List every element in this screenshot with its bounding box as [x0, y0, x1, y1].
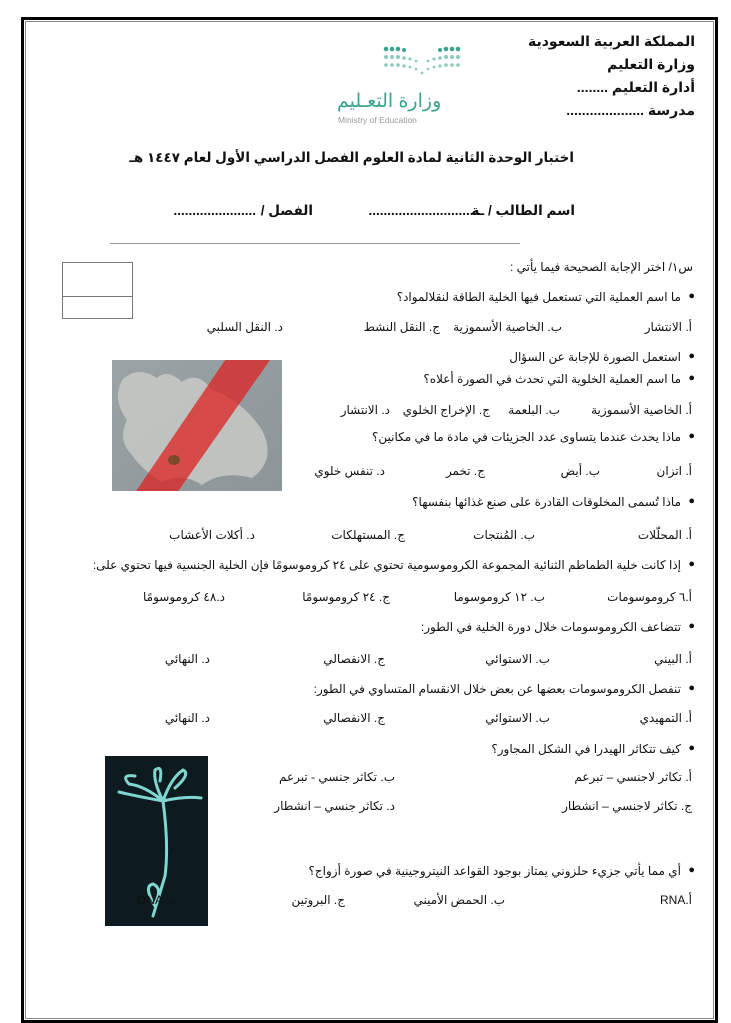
- option-b[interactable]: ب. أيض: [560, 464, 600, 478]
- option-a[interactable]: أ.٦ كروموسومات: [607, 590, 692, 604]
- option-b[interactable]: ب. المُنتجات: [473, 528, 535, 542]
- bullet-icon: ●: [688, 742, 695, 754]
- question-text: ما اسم العملية التي تستعمل فيها الخلية الطاقة لنقلالمواد؟: [396, 290, 681, 304]
- bullet-icon: ●: [688, 682, 695, 694]
- option-a[interactable]: أ. البيني: [654, 652, 692, 666]
- header-country: المملكة العربية السعودية: [528, 33, 695, 49]
- class-field[interactable]: ......................: [173, 203, 256, 218]
- option-b[interactable]: ب. الحمض الأميني: [413, 893, 505, 907]
- question-9: [308, 864, 695, 878]
- option-d[interactable]: د. تكاثر جنسي – انشطار: [274, 799, 395, 813]
- option-c[interactable]: ج. المستهلكات: [331, 528, 405, 542]
- question-text: تتضاعف الكروموسومات خلال دورة الخلية في الطور:: [420, 620, 681, 634]
- option-d[interactable]: د.٤٨ كروموسومًا: [142, 590, 225, 604]
- option-d[interactable]: د. تنفس خلوي: [314, 464, 385, 478]
- question-text: كيف تتكاثر الهيدرا في الشكل المجاور؟: [491, 742, 681, 756]
- amoeba-phagocytosis-image: [112, 360, 282, 491]
- option-a[interactable]: أ. الخاصية الأسموزية: [591, 403, 692, 417]
- option-c[interactable]: ج. تخمر: [445, 464, 485, 478]
- option-c[interactable]: ج. النقل النشط: [363, 320, 440, 334]
- option-d[interactable]: د. الانتشار: [340, 403, 390, 417]
- option-d[interactable]: د. النهائي: [164, 652, 210, 666]
- option-a[interactable]: أ. اتزان: [656, 464, 692, 478]
- question-2: [423, 372, 695, 386]
- question-7: [313, 682, 695, 696]
- score-box-divider: [63, 296, 132, 297]
- option-c[interactable]: ج. البروتين: [291, 893, 345, 907]
- question-1: [396, 290, 695, 304]
- bullet-icon: ●: [688, 290, 695, 302]
- question-5: [92, 558, 695, 572]
- divider: [110, 243, 520, 244]
- option-d[interactable]: د. النقل السلبي: [206, 320, 283, 334]
- question-4: [412, 495, 695, 509]
- question-2-intro: [509, 350, 695, 364]
- option-c[interactable]: ج. تكاثر لاجنسي – انشطار: [562, 799, 692, 813]
- question-text: ماذا يحدث عندما يتساوى عدد الجزيئات في مادة ما في مكانين؟: [372, 430, 681, 444]
- bullet-icon: ●: [688, 620, 695, 632]
- option-c[interactable]: ج. ٢٤ كروموسومًا: [302, 590, 390, 604]
- class-label: الفصل /: [260, 203, 313, 218]
- score-box: [62, 262, 133, 319]
- question-intro-text: استعمل الصورة للإجابة عن السؤال: [509, 350, 681, 364]
- bullet-icon: ●: [688, 430, 695, 442]
- option-b[interactable]: ب. الخاصية الأسموزية: [453, 320, 562, 334]
- option-d[interactable]: د. أكلات الأعشاب: [169, 528, 255, 542]
- student-name-label: اسم الطالب / ـة: [471, 203, 575, 218]
- header-admin: أدارة التعليم ........: [576, 79, 695, 95]
- question-text: تنفصل الكروموسومات بعضها عن بعض خلال الانقسام المتساوي في الطور:: [313, 682, 681, 696]
- option-a[interactable]: أ. التمهيدي: [639, 711, 692, 725]
- question-text: ماذا تُسمى المخلوقات القادرة على صنع غذائها بنفسها؟: [412, 495, 681, 509]
- header-school: مدرسة ....................: [566, 102, 695, 118]
- option-b[interactable]: ب. البلعمة: [508, 403, 560, 417]
- section-title: س١/ اختر الإجابة الصحيحة فيما يأتي :: [509, 260, 693, 274]
- bullet-icon: ●: [688, 350, 695, 362]
- option-d[interactable]: د. النهائي: [164, 711, 210, 725]
- option-a[interactable]: أ. الانتشار: [644, 320, 692, 334]
- logo-arabic-text: وزارة التعـليم: [337, 91, 442, 112]
- bullet-icon: ●: [688, 372, 695, 384]
- exam-title: اختبار الوحدة الثانية لمادة العلوم الفصل الدراسي الأول لعام ١٤٤٧ هـ: [129, 150, 574, 165]
- bullet-icon: ●: [688, 495, 695, 507]
- question-6: [420, 620, 695, 634]
- option-c[interactable]: ج. الانفصالي: [323, 652, 385, 666]
- option-a[interactable]: أ. المحلّلات: [637, 528, 692, 542]
- option-d[interactable]: د. DNA: [137, 893, 175, 907]
- option-b[interactable]: ب. تكاثر جنسي - تبرعم: [278, 770, 395, 784]
- option-a[interactable]: أ. تكاثر لاجنسي – تبرعم: [574, 770, 692, 784]
- bullet-icon: ●: [688, 864, 695, 876]
- option-a[interactable]: أ.RNA: [659, 893, 692, 907]
- student-name-field[interactable]: ..............................: [368, 203, 481, 218]
- header-ministry: وزارة التعليم: [607, 56, 695, 72]
- bullet-icon: ●: [688, 558, 695, 570]
- question-text: ما اسم العملية الخلوية التي تحدث في الصورة أعلاه؟: [423, 372, 681, 386]
- option-c[interactable]: ج. الإخراج الخلوي: [402, 403, 490, 417]
- option-b[interactable]: ب. الاستوائي: [485, 652, 550, 666]
- option-b[interactable]: ب. الاستوائي: [485, 711, 550, 725]
- logo-english-text: Ministry of Education: [338, 115, 417, 125]
- ministry-logo-dots-icon: [382, 44, 462, 78]
- option-c[interactable]: ج. الانفصالي: [323, 711, 385, 725]
- option-b[interactable]: ب. ١٢ كروموسوما: [453, 590, 545, 604]
- question-text: أي مما يأتي جزيء حلزوني يمتاز بوجود القواعد النيتروجينية في صورة أزواج؟: [308, 864, 681, 878]
- question-3: [372, 430, 695, 444]
- question-8: [491, 742, 695, 756]
- question-text: إذا كانت خلية الطماطم الثنائية المجموعة الكروموسومية تحتوي على ٢٤ كروموسومًا فإن الخلية الجنسية فيها تحتوي على:: [92, 558, 681, 572]
